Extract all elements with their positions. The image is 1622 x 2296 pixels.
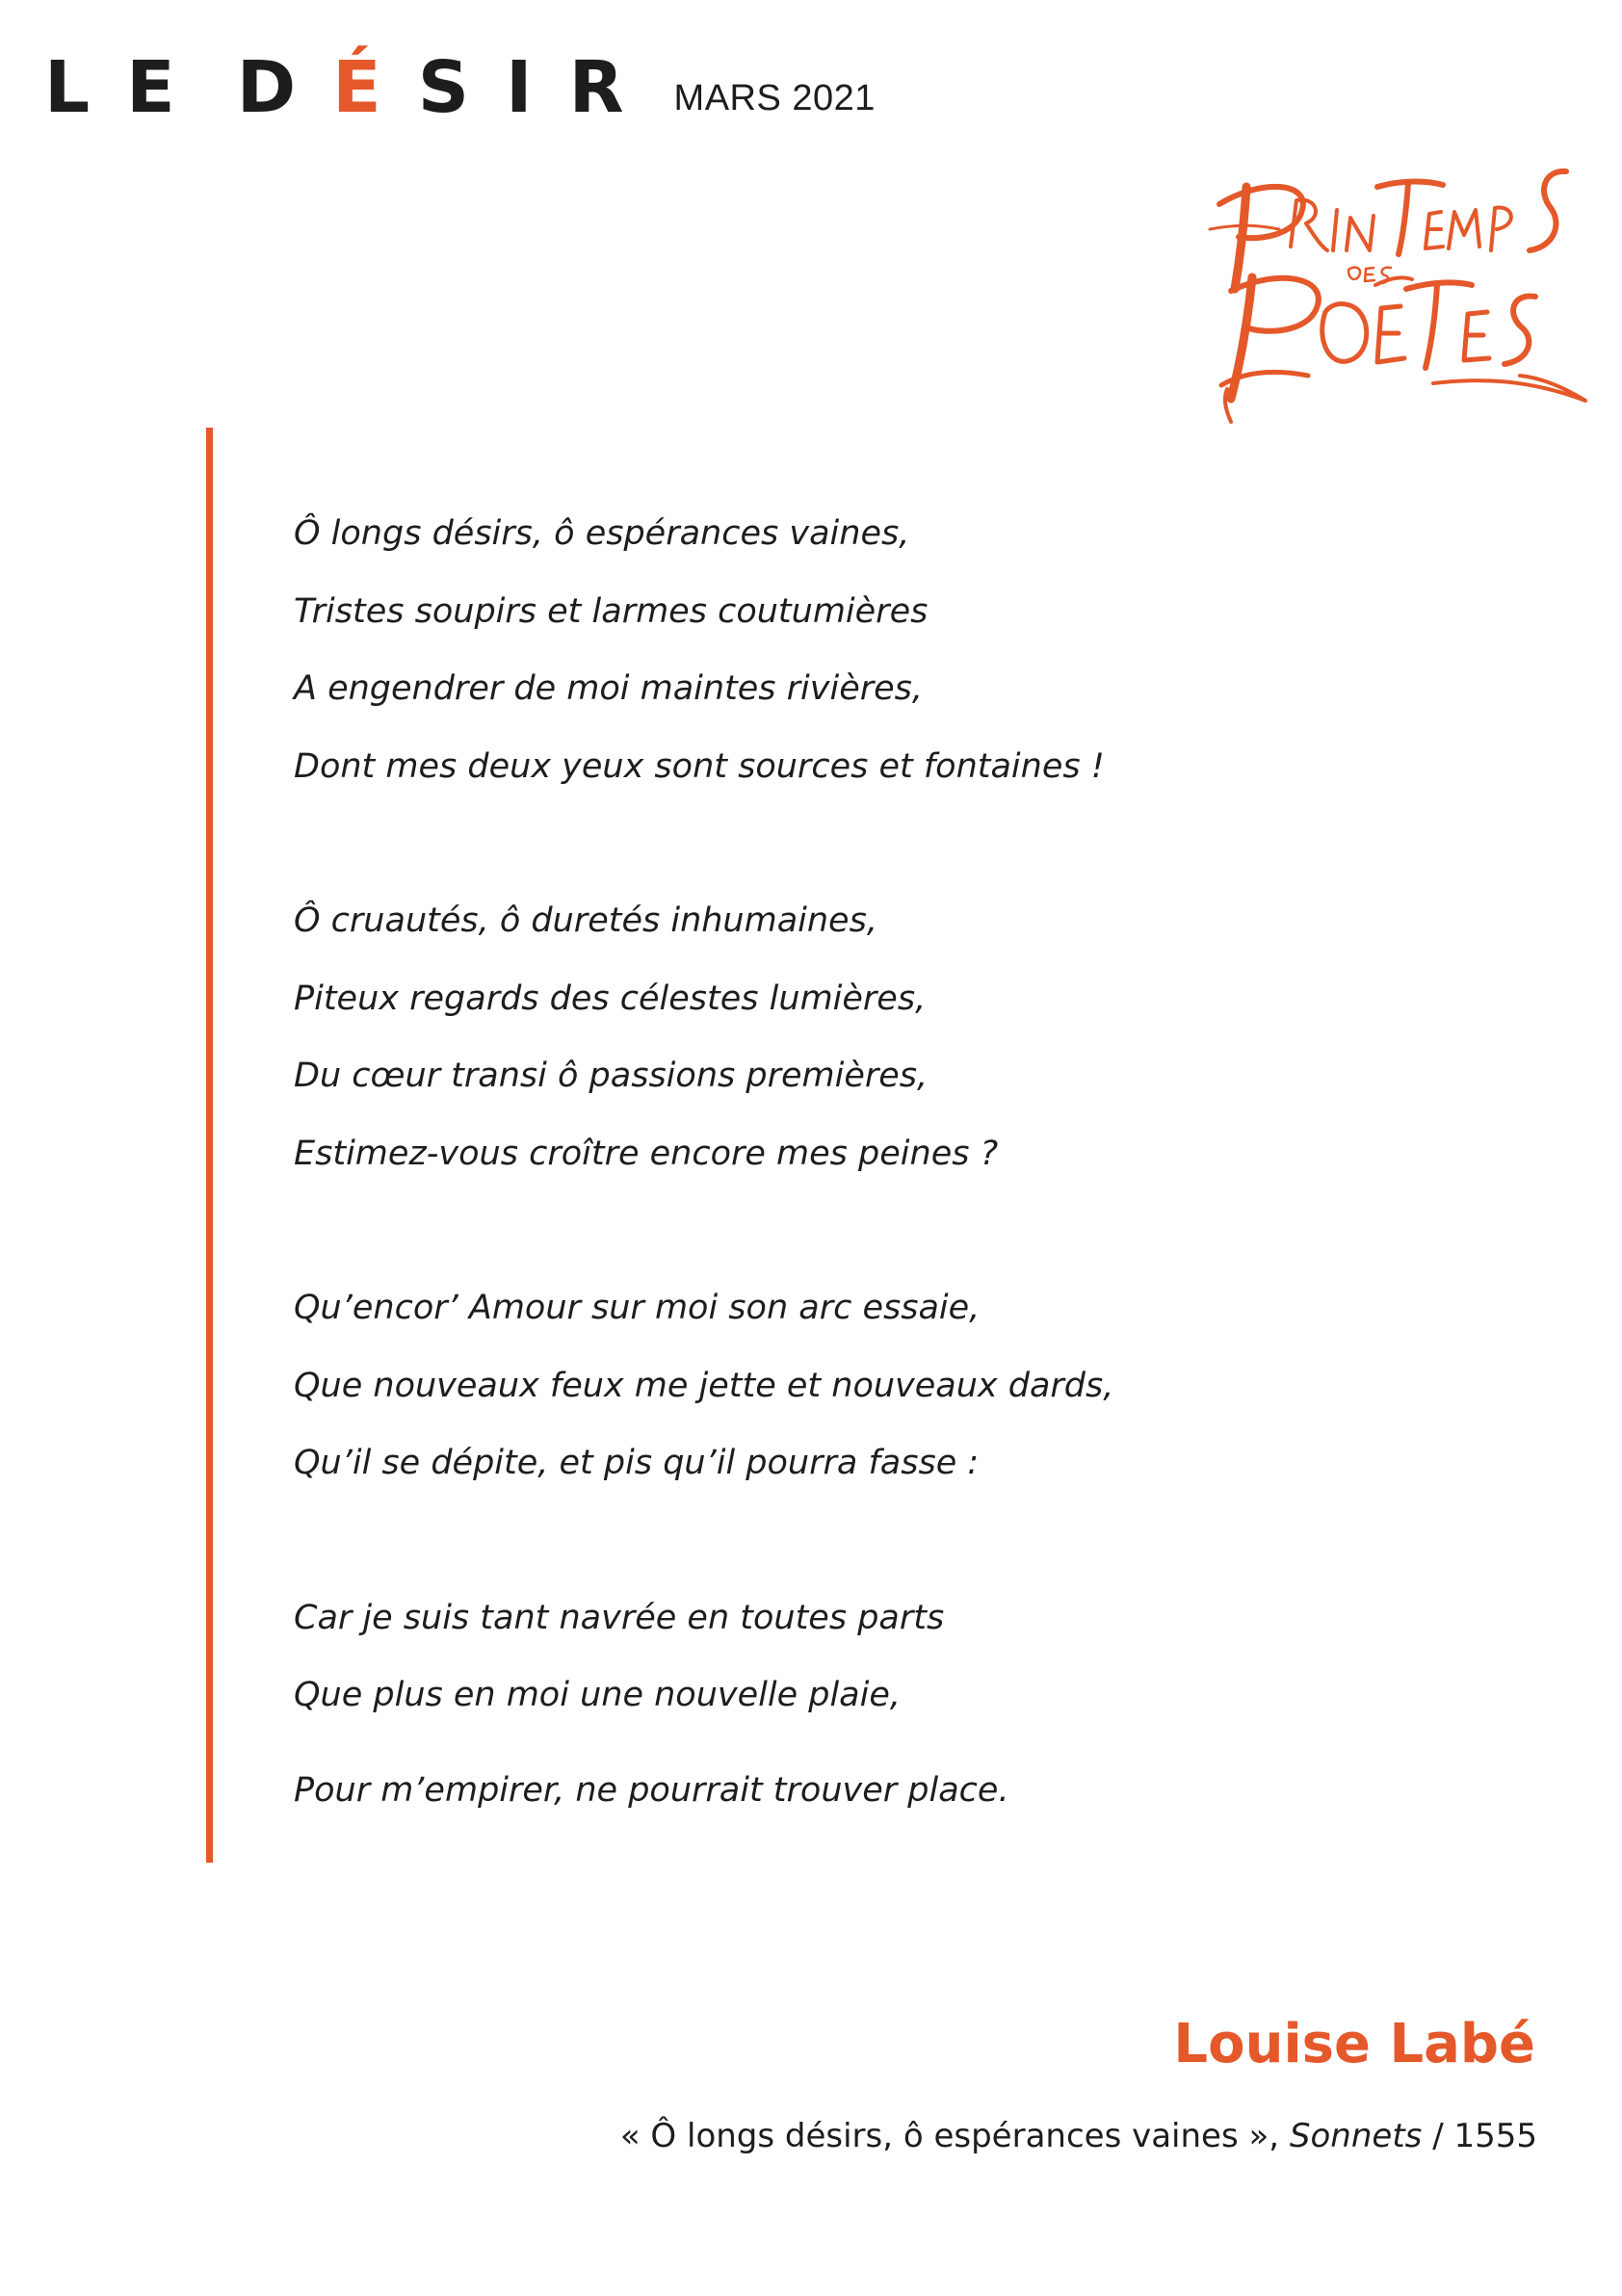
verse: A engendrer de moi maintes rivières, (294, 669, 924, 708)
brand-letter: S (417, 46, 470, 129)
header (44, 42, 876, 129)
verse: Ô longs désirs, ô espérances vaines, (294, 514, 910, 553)
verse: Car je suis tant navrée en toutes parts (294, 1598, 945, 1637)
brand-letter-accent: É (332, 46, 381, 129)
verse: Tristes soupirs et larmes coutumières (294, 591, 929, 631)
source-title: « Ô longs désirs, ô espérances vaines », (619, 2117, 1280, 2155)
stanza-3 (294, 1269, 1430, 1502)
brand-logo (44, 46, 624, 129)
brand-letter: I (506, 46, 533, 129)
source-citation (620, 2115, 1537, 2157)
verse: Que plus en moi une nouvelle plaie, (294, 1676, 901, 1714)
stanza-1 (294, 495, 1430, 805)
brand-letter: R (568, 46, 624, 129)
verse: Du cœur transi ô passions premières, (294, 1057, 929, 1095)
printemps-des-poetes-logo (1202, 162, 1587, 431)
source-work: Sonnets (1289, 2117, 1423, 2155)
verse: Que nouveaux feux me jette et nouveaux dards, (294, 1366, 1114, 1405)
poem-vertical-rule (206, 428, 213, 1863)
brand-letter: D (236, 46, 297, 129)
verse: Piteux regards des célestes lumières, (294, 978, 927, 1018)
verse: Dont mes deux yeux sont sources et fontaines ! (294, 746, 1105, 786)
verse: Estimez-vous croître encore mes peines ? (294, 1134, 999, 1173)
brand-letter: L (44, 46, 91, 129)
verse: Qu’il se dépite, et pis qu’il pourra fasse : (294, 1444, 980, 1482)
verse: Qu’encor’ Amour sur moi son arc essaie, (294, 1289, 981, 1327)
poem (294, 495, 1430, 1906)
issue-date: MARS 2021 (673, 78, 876, 118)
verse: Ô cruautés, ô duretés inhumaines, (294, 901, 877, 940)
verse: Pour m’empirer, ne pourrait trouver place. (294, 1770, 1009, 1810)
source-year: 1555 (1453, 2117, 1537, 2155)
stanza-2 (294, 882, 1430, 1192)
source-separator: / (1432, 2117, 1444, 2155)
stanza-4 (294, 1579, 1430, 1830)
brand-letter: E (126, 46, 175, 129)
author-name: Louise Labé (1173, 2013, 1535, 2075)
